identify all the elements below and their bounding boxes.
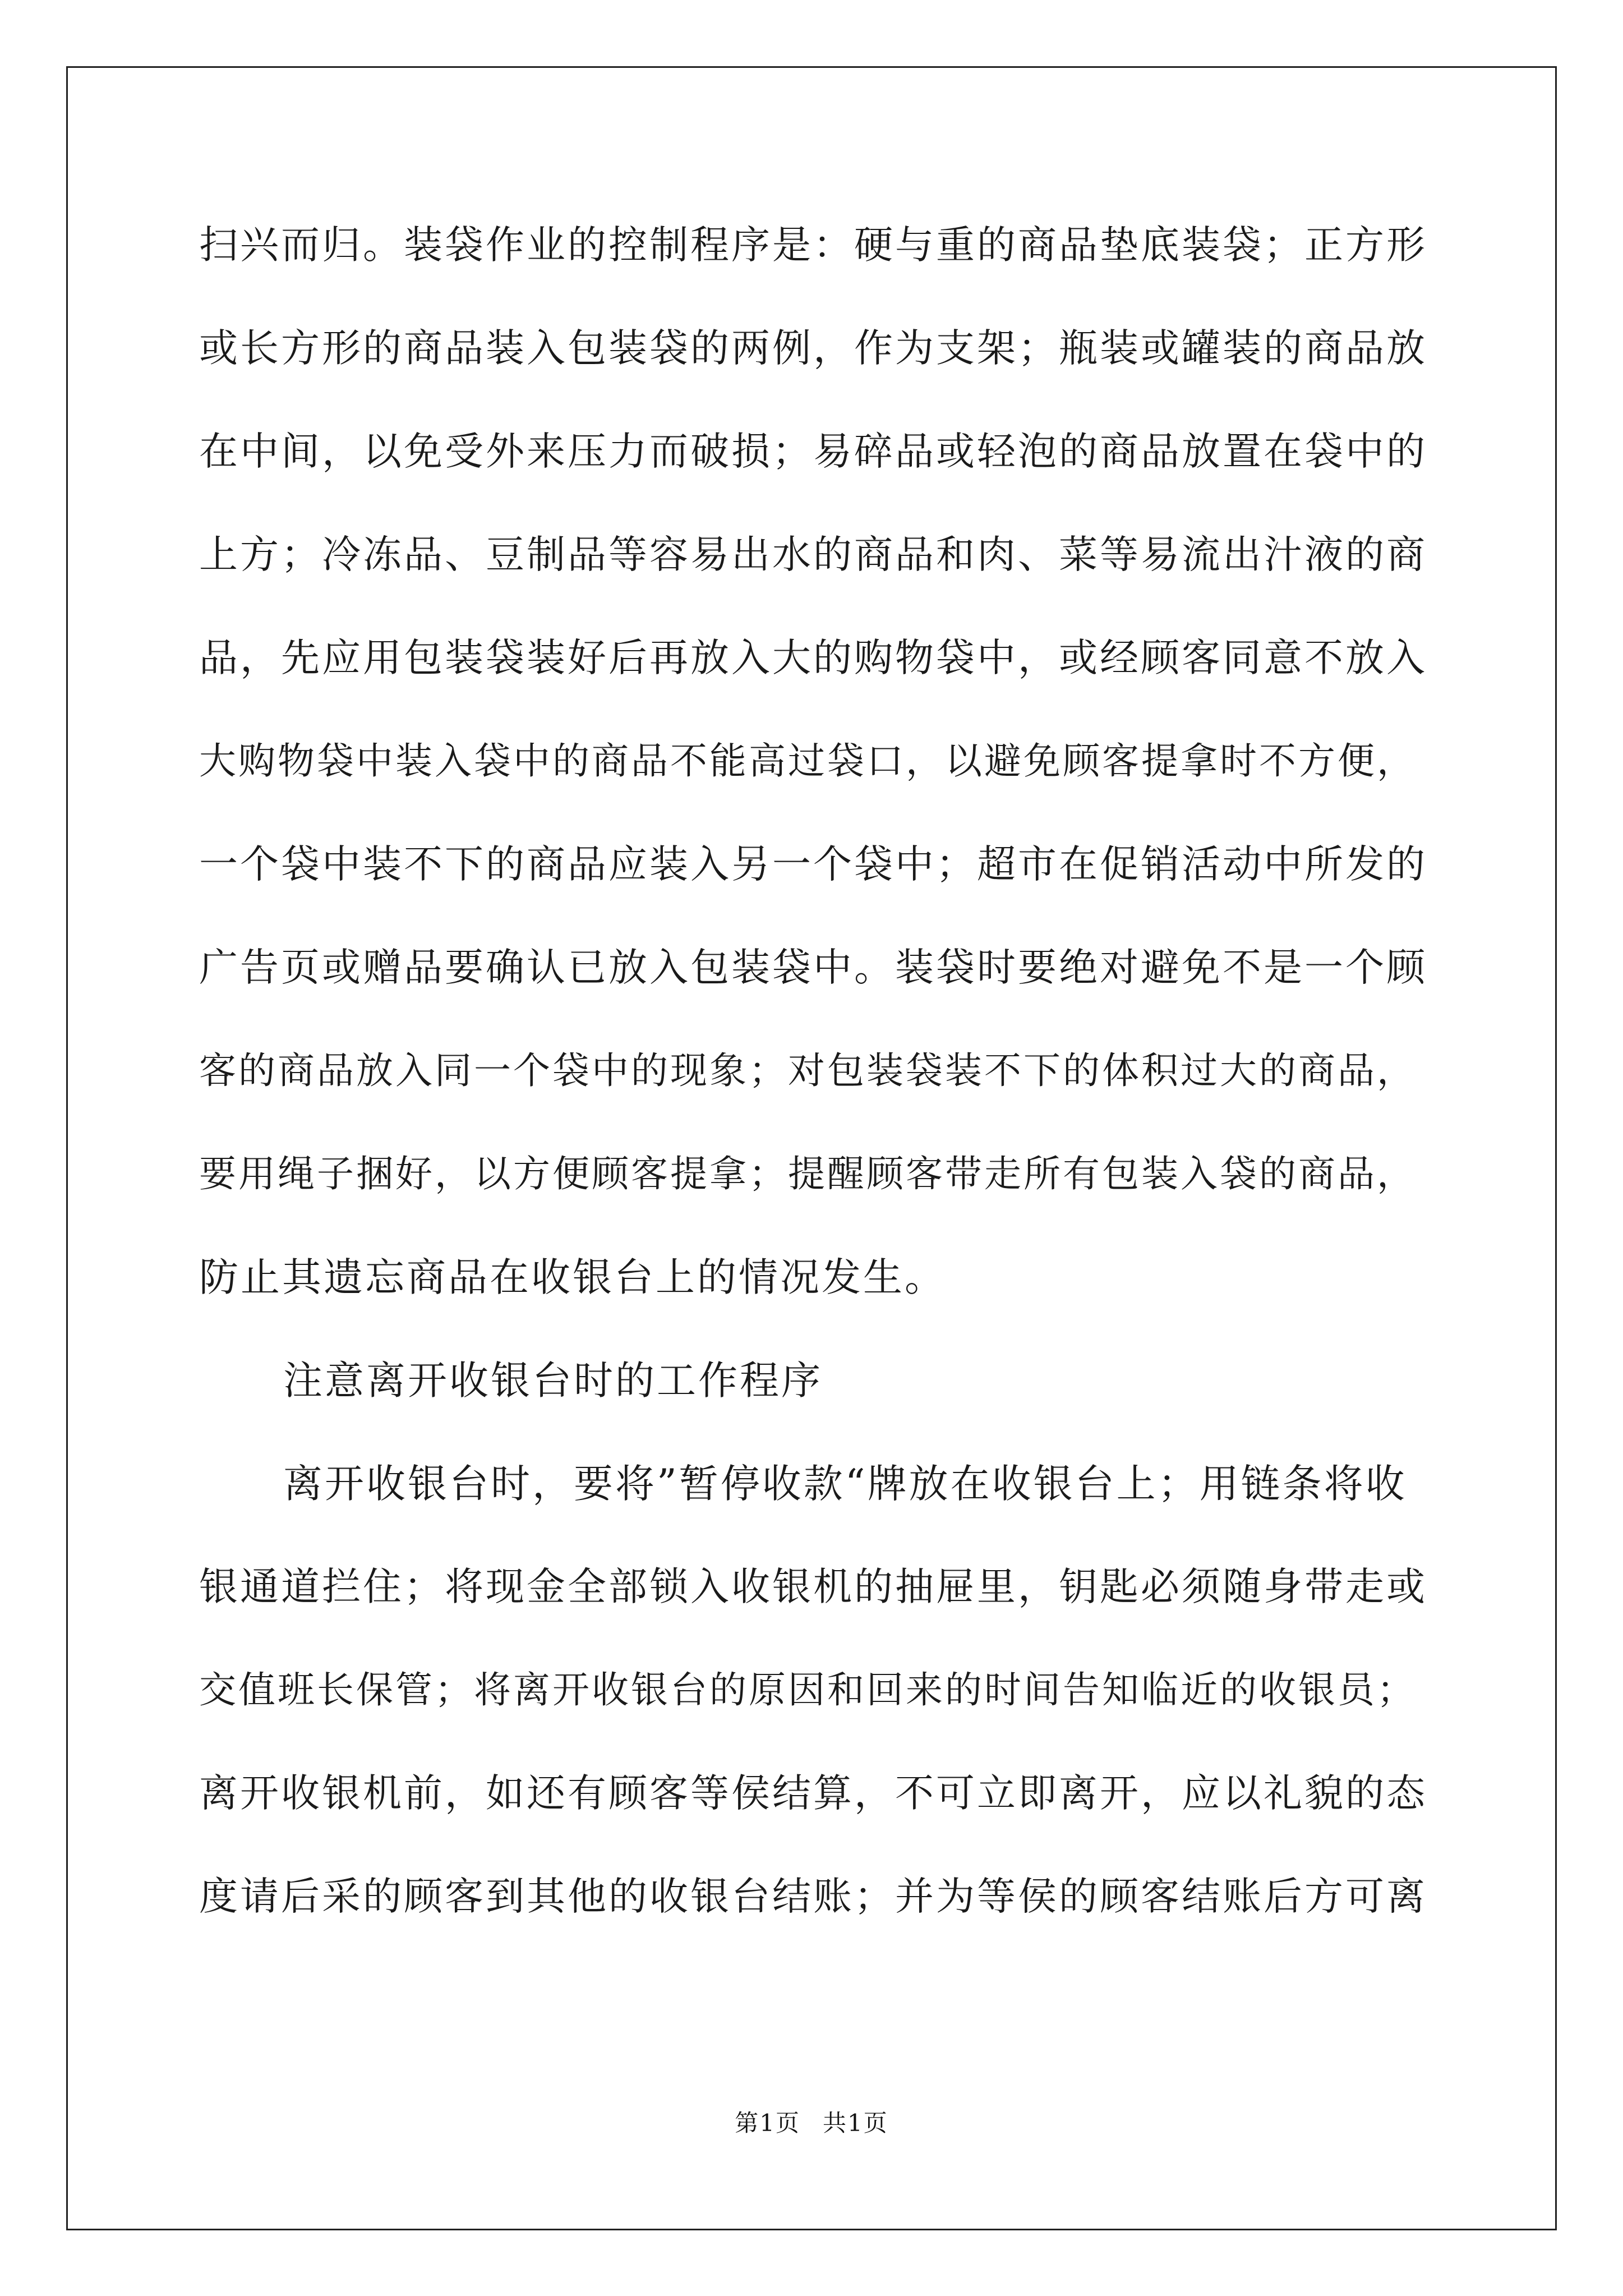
text-line: 一个袋中装不下的商品应装入另一个袋中；超市在促销活动中所发的 — [199, 842, 1427, 887]
page-total: 共1页 — [823, 2109, 888, 2137]
text-line: 广告页或赠品要确认已放入包装袋中。装袋时要绝对避免不是一个顾 — [199, 945, 1427, 990]
text-line: 防止其遗忘商品在收银台上的情况发生。 — [199, 1254, 946, 1300]
text-line: 度请后采的顾客到其他的收银台结账；并为等侯的顾客结账后方可离 — [199, 1874, 1427, 1919]
page-number: 第1页 — [735, 2109, 800, 2137]
text-line: 上方；冷冻品、豆制品等容易出水的商品和肉、菜等易流出汁液的商 — [199, 532, 1427, 577]
text-line: 在中间，以免受外来压力而破损；易碎品或轻泡的商品放置在袋中的 — [199, 429, 1427, 474]
text-line: 银通道拦住；将现金全部锁入收银机的抽屉里，钥匙必须随身带走或 — [199, 1565, 1427, 1609]
text-line: 交值班长保管；将离开收银台的原因和回来的时间告知临近的收银员； — [199, 1668, 1416, 1711]
text-line: 品，先应用包装袋装好后再放入大的购物袋中，或经顾客同意不放入 — [199, 636, 1427, 680]
text-line: 离开收银机前，如还有顾客等侯结算，不可立即离开，应以礼貌的态 — [199, 1771, 1427, 1816]
text-line: 客的商品放入同一个袋中的现象；对包装袋装不下的体积过大的商品， — [199, 1049, 1416, 1092]
text-line: 离开收银台时，要将”暂停收款“牌放在收银台上；用链条将收 — [283, 1461, 1407, 1507]
text-line: 或长方形的商品装入包装袋的两例，作为支架；瓶装或罐装的商品放 — [199, 326, 1427, 371]
page-footer — [0, 2105, 1623, 2138]
text-line: 注意离开收银台时的工作程序 — [283, 1358, 823, 1404]
text-line: 要用绳子捆好，以方便顾客提拿；提醒顾客带走所有包装入袋的商品， — [199, 1152, 1416, 1195]
document-body — [199, 194, 1427, 1948]
text-line: 扫兴而归。装袋作业的控制程序是：硬与重的商品垫底装袋；正方形 — [199, 223, 1427, 268]
text-line: 大购物袋中装入袋中的商品不能高过袋口，以避免顾客提拿时不方便， — [199, 739, 1416, 783]
